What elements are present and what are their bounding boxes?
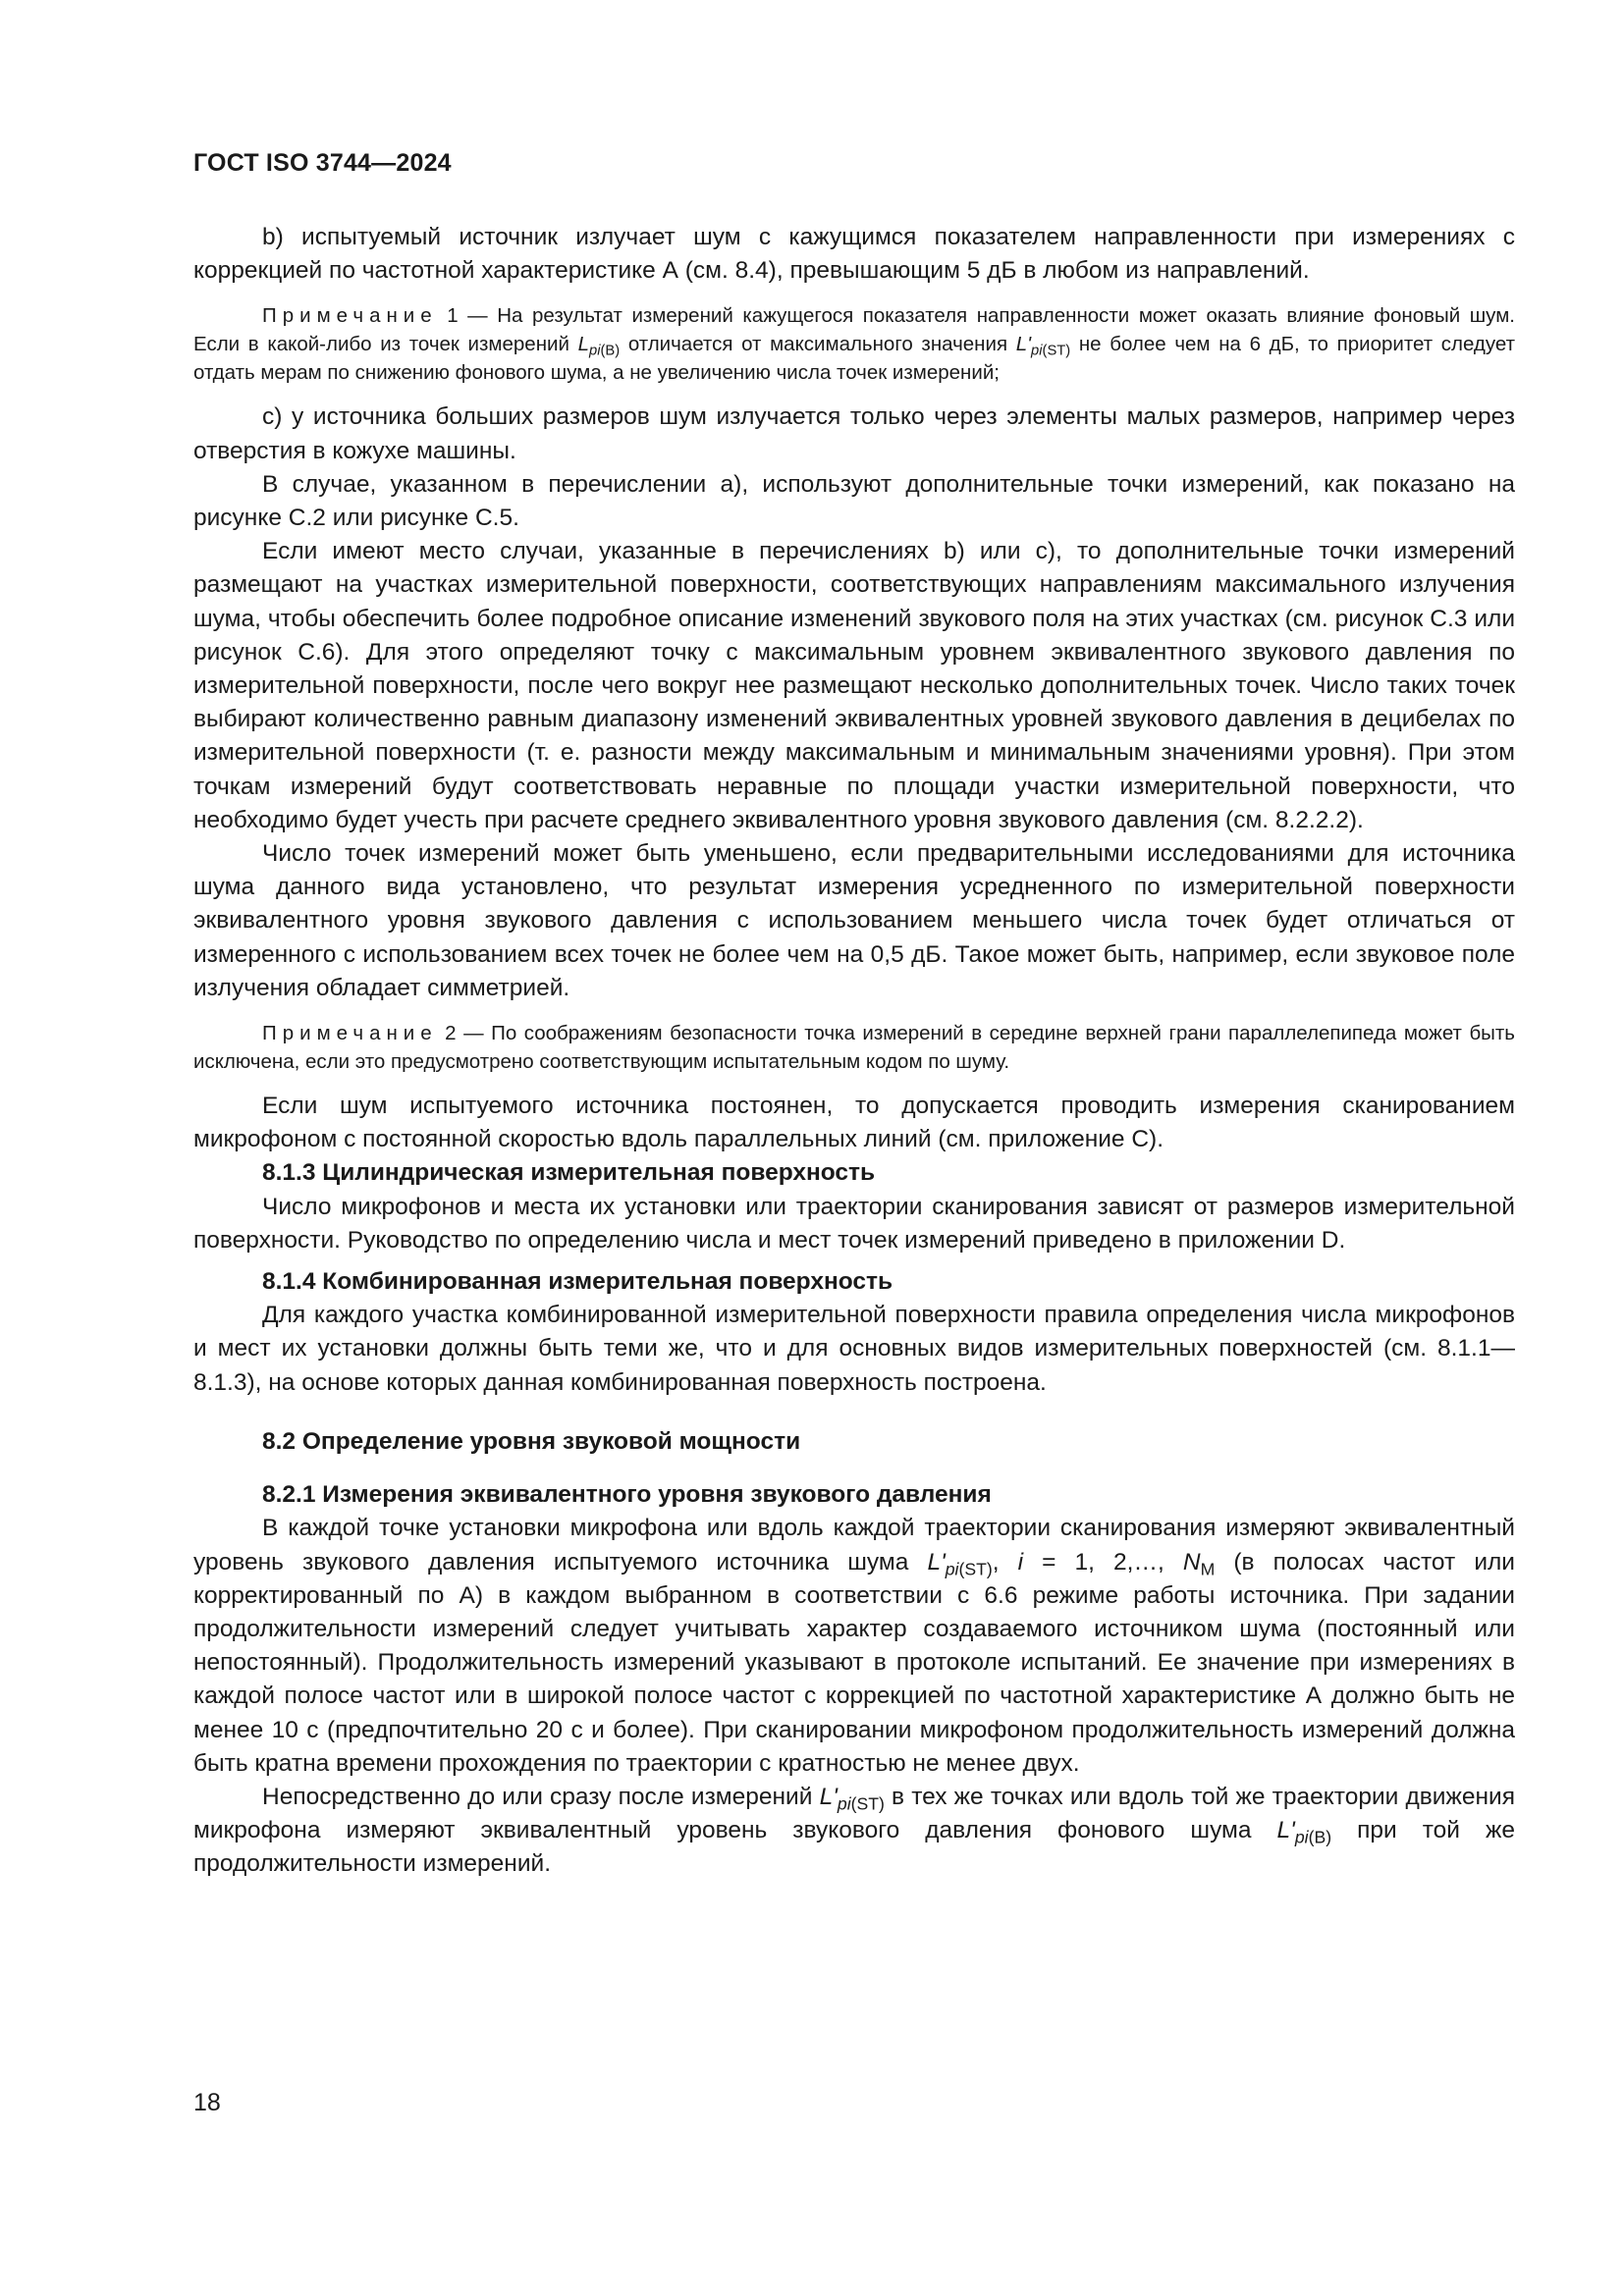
list-item-b: b) испытуемый источник излучает шум с кажущимся показателем направленности при измерениях с коррекцией по частотной характеристике А (см. 8.4), превышающим 5 дБ в любом из направлений. <box>193 224 1515 285</box>
paragraph-case-bc: Если имеют место случаи, указанные в перечислениях b) или c), то дополнительные точки измерений размещают на участках измерительной поверхности, соответствующих направлениям максимального излучения шума, чтобы обеспечить более подробное описание изменений звукового поля на этих участках (см. рисунок С.3 или рисунок С.6). Для этого определяют точку с максимальным уровнем эквивалентного звукового давления по измерительной поверхности, после чего вокруг нее размещают несколько дополнительных точек. Число таких точек выбирают количественно равным диапазону изменений эквивалентных уровней звукового давления в децибелах по измерительной поверхности (т. е. разности между максимальным и минимальным значениями уровня). При этом точкам измерений будут соответствовать неравные по площади участки измерительной поверхности, что необходимо будет учесть при расчете среднего эквивалентного уровня звукового давления (см. 8.2.2.2). <box>193 538 1515 833</box>
paragraph-8-2-1: В каждой точке установки микрофона или вдоль каждой траектории сканирования измеряют эквивалентный уровень звукового давления испытуемого источника шума $L'_{pi(ST)}$, i = 1, 2,…, $N_M$ (в полосах частот или корректированный по А) в каждом выбранном в соответствии с 6.6 режиме работы источника. При задании продолжительности измерений следует учитывать характер создаваемого источником шума (постоянный или непостоянный). Продолжительность измерений указывают в протоколе испытаний. Ее значение при измерениях в каждой полосе частот или в широкой полосе частот с коррекцией по частотной характеристике А должно быть не менее 10 с (предпочтительно 20 с и более). При сканировании микрофоном продолжительность измерений должна быть кратна времени прохождения по траектории с кратностью не менее двух. <box>193 1515 1515 1777</box>
note-text: не более чем на 6 дБ, то приоритет следует отдать мерам по снижению фонового шума, а не увеличению числа точек измерений; <box>193 333 1516 385</box>
symbol-i: i <box>1017 1548 1024 1575</box>
note-2 <box>193 1019 1515 1076</box>
symbol-nm: $N_M$ <box>1182 1548 1216 1578</box>
heading-8-2-1: 8.2.1 Измерения эквивалентного уровня звукового давления <box>262 1481 992 1509</box>
note-text: На результат измерений кажущегося показателя направленности может оказать влияние фоновый шум. Если в какой-либо из точек измерений <box>193 304 1515 356</box>
note-number: 1 — <box>437 304 498 328</box>
paragraph-reduce-points: Число точек измерений может быть уменьшено, если предварительными исследованиями для источника шума данного вида установлено, что результат измерения усредненного по измерительной поверхности эквивалентного уровня звукового давления с использованием меньшего числа точек будет отличаться от измеренного с использованием всех точек не более чем на 0,5 дБ. Такое может быть, например, если звуковое поле излучения обладает симметрией. <box>193 840 1515 1001</box>
note-label: Примечание <box>262 304 438 328</box>
note-1 <box>193 301 1515 387</box>
list-item-c: c) у источника больших размеров шум излучается только через элементы малых размеров, например через отверстия в кожухе машины. <box>193 403 1515 464</box>
note-label: Примечание <box>262 1022 438 1045</box>
paragraph-case-a: В случае, указанном в перечислении a), используют дополнительные точки измерений, как показано на рисунке С.2 или рисунке С.5. <box>193 470 1515 532</box>
symbol-lpi-st: $L'_{pi(ST)}$ <box>927 1548 993 1578</box>
paragraph-scanning: Если шум испытуемого источника постоянен, то допускается проводить измерения сканированием микрофоном с постоянной скоростью вдоль параллельных линий (см. приложение С). <box>193 1093 1515 1153</box>
symbol-lpi-b: $L_{pi(B)}$ <box>577 333 621 359</box>
note-text: отличается от максимального значения <box>620 333 1016 356</box>
heading-8-1-3: 8.1.3 Цилиндрическая измерительная поверхность <box>262 1159 876 1187</box>
document-header: ГОСТ ISO 3744—2024 <box>193 149 452 177</box>
note-text: По соображениям безопасности точка измерений в середине верхней грани параллелепипеда может быть исключена, если это предусмотрено соответствующим испытательным кодом по шуму. <box>193 1022 1515 1074</box>
heading-8-1-4: 8.1.4 Комбинированная измерительная поверхность <box>262 1268 893 1296</box>
paragraph-background-noise: Непосредственно до или сразу после измерений $L'_{pi(ST)}$ в тех же точках или вдоль той же траектории движения микрофона измеряют эквивалентный уровень звукового давления фонового шума $L'_{pi(B)}$ при той же продолжительности измерений. <box>193 1783 1515 1878</box>
symbol-lpi-st: $L'_{pi(ST)}$ <box>819 1783 885 1814</box>
note-number: 2 — <box>437 1022 492 1045</box>
paragraph-8-1-3: Число микрофонов и места их установки или траектории сканирования зависят от размеров измерительной поверхности. Руководство по определению числа и мест точек измерений приведено в приложении D. <box>193 1193 1515 1254</box>
heading-8-2: 8.2 Определение уровня звуковой мощности <box>262 1427 801 1455</box>
page-content <box>193 221 1515 1882</box>
symbol-lpi-b: $L'_{pi(B)}$ <box>1276 1817 1332 1847</box>
page-number: 18 <box>193 2089 221 2116</box>
paragraph-8-1-4: Для каждого участка комбинированной измерительной поверхности правила определения числа микрофонов и мест их установки должны быть теми же, что и для основных видов измерительных поверхностей (см. 8.1.1—8.1.3), на основе которых данная комбинированная поверхность построена. <box>193 1302 1515 1396</box>
symbol-lpi-st: $L'_{pi(ST)}$ <box>1015 333 1071 359</box>
